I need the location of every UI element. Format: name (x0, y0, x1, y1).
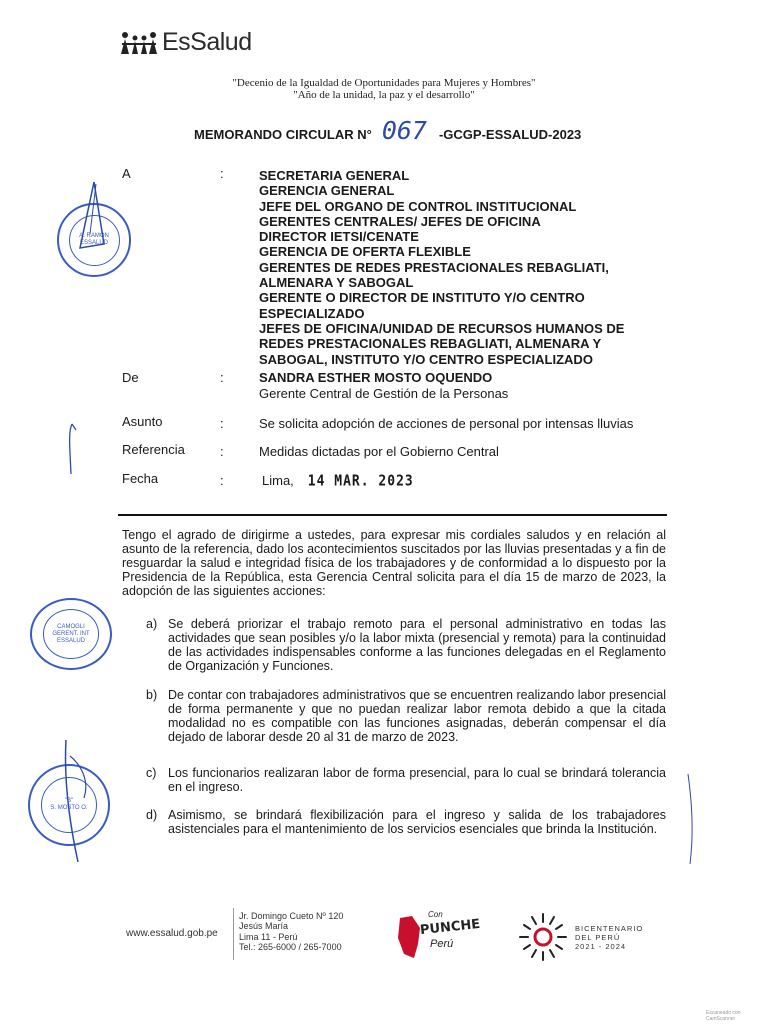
field-a-colon: : (220, 166, 224, 181)
header-divider (118, 514, 667, 516)
margin-line-icon (682, 772, 702, 868)
field-fecha-colon: : (220, 473, 224, 488)
memo-prefix: MEMORANDO CIRCULAR N° (194, 127, 372, 142)
recipient-list (259, 168, 659, 367)
campaign-word: Con (428, 910, 443, 919)
motto-decenio: "Decenio de la Igualdad de Oportunidades para Mujeres y Hombres" (232, 77, 536, 89)
memo-suffix: -GCGP-ESSALUD-2023 (438, 127, 582, 142)
bicentenario-line: BICENTENARIO (575, 924, 644, 933)
list-item (146, 808, 666, 836)
field-asunto-value: Se solicita adopción de acciones de personal por intensas lluvias (259, 416, 634, 431)
field-de-value (259, 370, 508, 402)
signature-mark-2-icon (40, 736, 110, 866)
item-letter: a) (146, 617, 158, 631)
field-fecha-label: Fecha (122, 471, 159, 486)
item-letter: c) (146, 766, 157, 780)
date-city: Lima, (262, 473, 294, 488)
field-referencia-colon: : (220, 444, 224, 459)
bicentenario-emblem-icon (516, 910, 570, 964)
essalud-logo (120, 28, 252, 57)
address-line: Lima 11 - Perú (239, 931, 298, 942)
sender-name: SANDRA ESTHER MOSTO OQUENDO (259, 370, 493, 385)
field-referencia-value: Medidas dictadas por el Gobierno Central (259, 444, 499, 459)
bicentenario-line: 2021 - 2024 (575, 942, 627, 951)
peru-map-icon (394, 914, 424, 962)
stamp-name: S. MOSTO O. (50, 805, 88, 811)
scan-watermark: Escaneado con CamScanner (706, 1010, 741, 1022)
handwritten-mark-icon (64, 420, 80, 478)
signature-mark-1-icon (60, 178, 130, 258)
address-line: Jesús María (239, 921, 289, 932)
item-text: Asimismo, se brindará flexibilización para el ingreso y salida de los trabajadores asistenciales para el mantenimiento de los servicios esenciales que brinda la Institución. (168, 808, 666, 836)
item-letter: b) (146, 688, 158, 702)
brand-name: EsSalud (162, 28, 252, 56)
footer-website: www.essalud.gob.pe (126, 928, 218, 939)
bicentenario-line: DEL PERÚ (575, 933, 621, 942)
item-text: De contar con trabajadores administrativos que se encuentren realizando labor presencial de forma permanente y que no puedan realizar labor remota debido a que la citada modalidad no es compatible con las funciones asignadas, deberán compensar el día dejado de laborar desde 20 al 31 de marzo de 2023. (168, 688, 666, 744)
field-referencia-label: Referencia (122, 442, 185, 457)
motto-year: "Año de la unidad, la paz y el desarrollo" (293, 89, 475, 101)
stamp-letter: "B" (64, 798, 74, 804)
address-line: Jr. Domingo Cueto Nº 120 (239, 911, 344, 921)
intro-paragraph: Tengo el agrado de dirigirme a ustedes, para expresar mis cordiales saludos y en relación al asunto de la referencia, dado los acontecimientos suscitados por las lluvias presentadas y a fin de resguardar la salud e integridad física de los trabajadores y de conformidad a lo dispuesto por la Presidencia de la República, esta Gerencia Central solicita para el día 15 de marzo de 2023, la adopción de las siguientes acciones: (122, 528, 666, 598)
con-punche-peru-logo (394, 910, 481, 962)
recipient: GERENTE O DIRECTOR DE INSTITUTO Y/O CENTRO ESPECIALIZADO (259, 290, 585, 321)
list-item (146, 766, 666, 794)
recipient: JEFES DE OFICINA/UNIDAD DE RECURSOS HUMANOS DE REDES PRESTACIONALES REBAGLIATI, ALMENARA Y SABOGAL, INSTITUTO Y/O CENTRO ESPECIALIZADO (259, 320, 625, 367)
recipient: GERENCIA GENERAL (259, 183, 395, 199)
recipient: JEFE DEL ORGANO DE CONTROL INSTITUCIONAL (259, 198, 577, 214)
field-asunto-colon: : (220, 416, 224, 431)
list-item (146, 688, 666, 744)
stamp-name: A. RAMON (79, 233, 109, 239)
recipient: SECRETARIA GENERAL (259, 168, 410, 183)
campaign-word: PUNCHE (419, 916, 481, 939)
official-stamp-2 (30, 598, 112, 670)
campaign-word: Perú (430, 938, 454, 950)
item-text: Se deberá priorizar el trabajo remoto para el personal administrativo en todas las actividades que sean posibles y/o la labor mixta (presencial y remota) para la continuidad de las actividades indispensables conforme a las funciones delegadas en el Reglamento de Organización y Funciones. (168, 617, 666, 673)
memo-title (194, 116, 582, 145)
item-letter: d) (146, 808, 158, 822)
memo-number: 067 (381, 116, 427, 145)
family-logo-icon (120, 31, 158, 55)
footer-divider (233, 908, 234, 960)
field-fecha-value (262, 473, 414, 489)
sender-role: Gerente Central de Gestión de la Personas (259, 386, 509, 401)
recipient: GERENTES DE REDES PRESTACIONALES REBAGLIATI, ALMENARA Y SABOGAL (259, 259, 609, 291)
recipient: DIRECTOR IETSI/CENATE (259, 229, 419, 245)
recipient: GERENCIA DE OFERTA FLEXIBLE (259, 244, 471, 260)
footer-address (239, 911, 343, 952)
field-de-colon: : (220, 370, 224, 385)
bicentenario-text (575, 924, 643, 951)
item-text: Los funcionarios realizaran labor de forma presencial, para lo cual se brindará tolerancia en el ingreso. (168, 766, 666, 794)
date-stamp: 14 MAR. 2023 (307, 472, 414, 491)
stamp-org: ESSALUD (56, 637, 85, 644)
stamp-name: CAMOGLI GERENT. INT (52, 623, 90, 637)
mottos (0, 77, 768, 101)
list-item (146, 617, 666, 673)
field-a-label: A (122, 166, 131, 181)
address-line: Tel.: 265-6000 / 265-7000 (239, 941, 342, 952)
field-de-label: De (122, 370, 139, 385)
field-asunto-label: Asunto (122, 414, 163, 429)
stamp-org: ESSALUD (79, 240, 108, 246)
recipient: GERENTES CENTRALES/ JEFES DE OFICINA (259, 213, 541, 229)
